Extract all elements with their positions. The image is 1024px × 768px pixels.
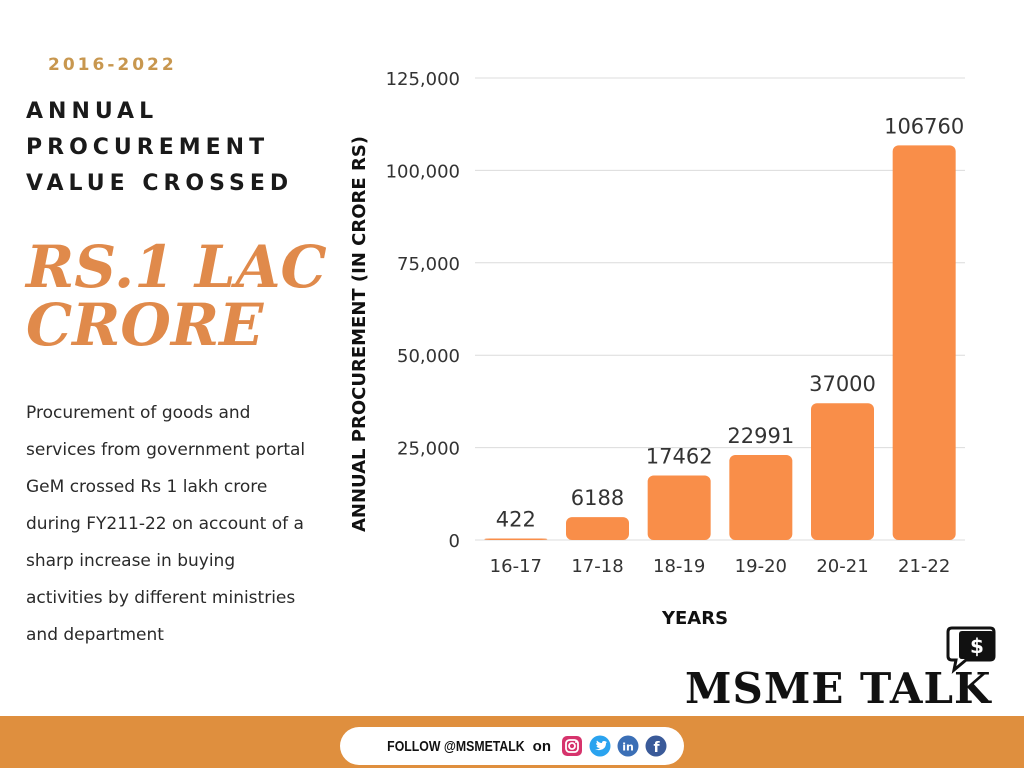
svg-text:f: f	[653, 740, 660, 756]
brand-logo: MSME TALK	[685, 664, 992, 713]
highlight-line-2: CRORE	[26, 291, 264, 359]
data-label: 106760	[884, 114, 965, 139]
headline-line-2: PROCUREMENT	[26, 135, 270, 160]
highlight-value	[26, 233, 346, 359]
highlight-line-1: RS.1 LAC	[26, 233, 327, 301]
data-label: 17462	[645, 444, 713, 469]
y-tick-label: 25,000	[397, 438, 460, 460]
x-tick-label: 21-22	[898, 556, 951, 577]
twitter-icon[interactable]	[589, 735, 611, 757]
follow-pill	[340, 727, 684, 765]
data-label: 22991	[727, 424, 795, 449]
x-tick-label: 17-18	[571, 556, 624, 577]
y-tick-label: 125,000	[385, 69, 460, 90]
data-label: 422	[495, 507, 536, 532]
dollar-chat-bubble-icon	[944, 626, 998, 676]
description-text: Procurement of goods and services from government portal GeM crossed Rs 1 lakh crore during FY211-22 on account of a sharp increase in buying activities by different ministries and department	[26, 403, 306, 645]
bar	[648, 475, 711, 540]
headline-line-1: ANNUAL	[26, 99, 159, 124]
bar	[484, 538, 547, 540]
headline	[26, 94, 346, 202]
data-label: 37000	[809, 372, 876, 397]
on-text: on	[532, 737, 551, 755]
follow-text: FOLLOW @MSMETALK	[387, 737, 525, 755]
svg-text:in: in	[622, 740, 634, 754]
x-tick-label: 20-21	[816, 556, 869, 577]
y-axis-title: ANNUAL PROCUREMENT (IN CRORE RS)	[349, 135, 370, 533]
x-tick-label: 19-20	[734, 556, 787, 577]
headline-line-3: VALUE CROSSED	[26, 171, 294, 196]
y-tick-label: 75,000	[397, 253, 460, 275]
x-tick-label: 18-19	[653, 556, 706, 577]
bar	[566, 517, 629, 540]
facebook-icon[interactable]	[645, 735, 667, 757]
instagram-icon[interactable]	[561, 735, 583, 757]
bar	[811, 403, 874, 540]
y-tick-label: 0	[448, 531, 460, 552]
data-label: 6188	[570, 486, 625, 511]
y-tick-label: 50,000	[397, 346, 460, 368]
y-tick-label: 100,000	[385, 161, 460, 183]
bar	[893, 145, 956, 540]
procurement-bar-chart	[340, 55, 990, 635]
x-tick-label: 16-17	[489, 556, 542, 577]
svg-text:$: $	[970, 634, 984, 658]
bar	[729, 455, 792, 540]
x-axis-title: YEARS	[661, 608, 729, 629]
linkedin-icon[interactable]	[617, 735, 639, 757]
period-label: 2016-2022	[48, 55, 177, 75]
